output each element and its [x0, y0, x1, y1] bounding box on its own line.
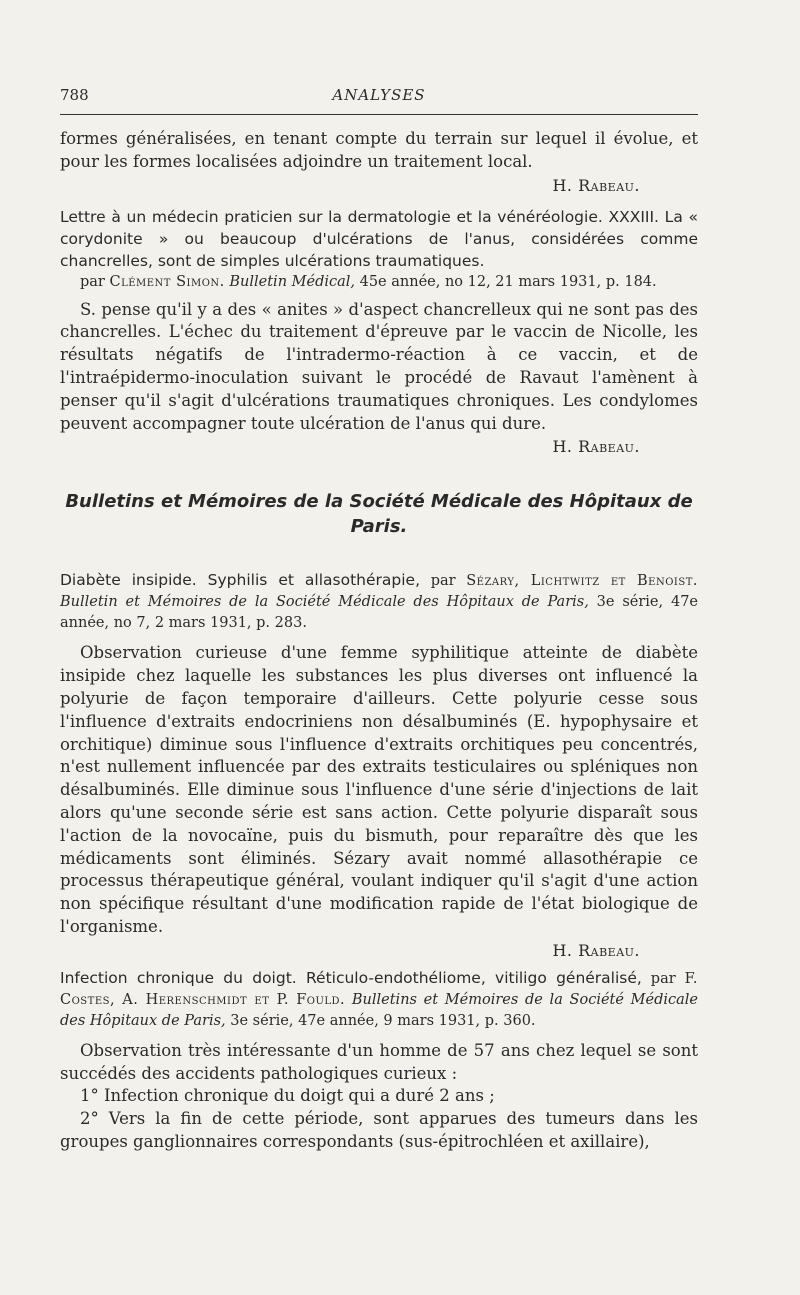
article-journal: Bulletins et Mémoires de la Société Médicale des Hôpitaux de Paris,: [60, 991, 698, 1029]
page-header: [60, 86, 698, 108]
list-item: 1° Infection chronique du doigt qui a duré 2 ans ;: [80, 1086, 495, 1106]
article-body: Observation curieuse d'une femme syphilitique atteinte de diabète insipide chez laquelle les substances les plus diverses ont influencé la polyurie de façon temporaire d'ailleurs. Cette polyurie cesse sous l'influence d'extraits endocriniens non désalbuminés (E. hypophysaire et orchitique) diminue sous l'influence d'extraits orchitiques peu concentrés, n'est nullement influencée par des extraits testiculaires ou spléniques non désalbuminés. Elle diminue sous l'influence d'une série d'injections de lait alors qu'une seconde série est sans action. Cette polyurie disparaît sous l'action de la novocaïne, puis du bismuth, pour reparaître dès que les médicaments sont éliminés. Sézary avait nommé allasothérapie ce processus thérapeutique général, voulant indiquer qu'il s'agit d'une action non spécifique résultant d'une modification rapide de l'état biologique de l'organisme.: [60, 643, 698, 936]
header-rule: [60, 114, 698, 115]
list-item: 2° Vers la fin de cette période, sont apparues des tumeurs dans les groupes ganglionnaires correspondants (sus-épitrochléen et axillaire),: [60, 1109, 698, 1151]
article-reference: Diabète insipide. Syphilis et allasothérapie, par Sézary, Lichtwitz et Benoist. Bulletin et Mémoires de la Société Médicale des Hôpitaux de Paris, 3e série, 47e année, no 7, 2 mars 1931, p. 283.: [60, 571, 699, 632]
article-journal: Bulletin Médical,: [229, 273, 355, 290]
article-body: S. pense qu'il y a des « anites » d'aspect chancrelleux qui ne sont pas des chancrelles. L'échec du traitement d'épreuve par le vaccin de Nicolle, les résultats négatifs de l'intradermo-réaction à ce vaccin, et de l'intraépidermo-inoculation suivant le procédé de Ravaut l'amènent à penser qu'il s'agit d'ulcérations traumatiques chroniques. Les condylomes peuvent accompagner toute ulcération de l'anus qui dure.: [60, 299, 698, 433]
signature: H. Rabeau.: [552, 940, 640, 960]
article-reference: par Clément Simon. Bulletin Médical, 45e année, no 12, 21 mars 1931, p. 184.: [80, 273, 657, 290]
article-author: Sézary, Lichtwitz et Benoist.: [466, 573, 698, 590]
article-details: 45e année, no 12, 21 mars 1931, p. 184.: [359, 273, 657, 290]
article-author: Clément Simon.: [109, 273, 225, 290]
article-title: Diabète insipide. Syphilis et allasothérapie,: [60, 571, 421, 590]
signature: H. Rabeau.: [552, 437, 640, 457]
running-head: ANALYSES: [332, 86, 426, 104]
continuation-paragraph: formes généralisées, en tenant compte du terrain sur lequel il évolue, et pour les formes localisées adjoindre un traitement local.: [60, 129, 698, 171]
article-title: Infection chronique du doigt. Réticulo-endothéliome, vitiligo généralisé,: [60, 968, 642, 987]
article-journal: Bulletin et Mémoires de la Société Médicale des Hôpitaux de Paris,: [60, 594, 589, 611]
article-details: 3e série, 47e année, 9 mars 1931, p. 360.: [230, 1012, 536, 1029]
article-body: Observation très intéressante d'un homme de 57 ans chez lequel se sont succédés des accidents pathologiques curieux :: [60, 1040, 698, 1083]
section-title: Bulletins et Mémoires de la Société Médicale des Hôpitaux de Paris.: [65, 491, 693, 538]
article-reference: Infection chronique du doigt. Réticulo-endothéliome, vitiligo généralisé, par F. Costes, A. Herenschmidt et P. Fould. Bulletins et Mémoires de la Société Médicale des Hôpitaux de Paris, 3e série, 47e année, 9 mars 1931, p. 360.: [60, 968, 699, 1029]
article-author: F. Costes, A. Herenschmidt et P. Fould.: [60, 970, 699, 1008]
article-title: Lettre à un médecin praticien sur la dermatologie et la vénéréologie. XXXIII. La « corydonite » ou beaucoup d'ulcérations de l'anus, considérées comme chancrelles, sont de simples ulcérations traumatiques.: [60, 207, 698, 270]
page-number: 788: [60, 86, 89, 104]
signature: H. Rabeau.: [552, 175, 640, 195]
article-details: 3e série, 47e année, no 7, 2 mars 1931, p. 283.: [60, 594, 699, 632]
body-text: [60, 128, 698, 1154]
